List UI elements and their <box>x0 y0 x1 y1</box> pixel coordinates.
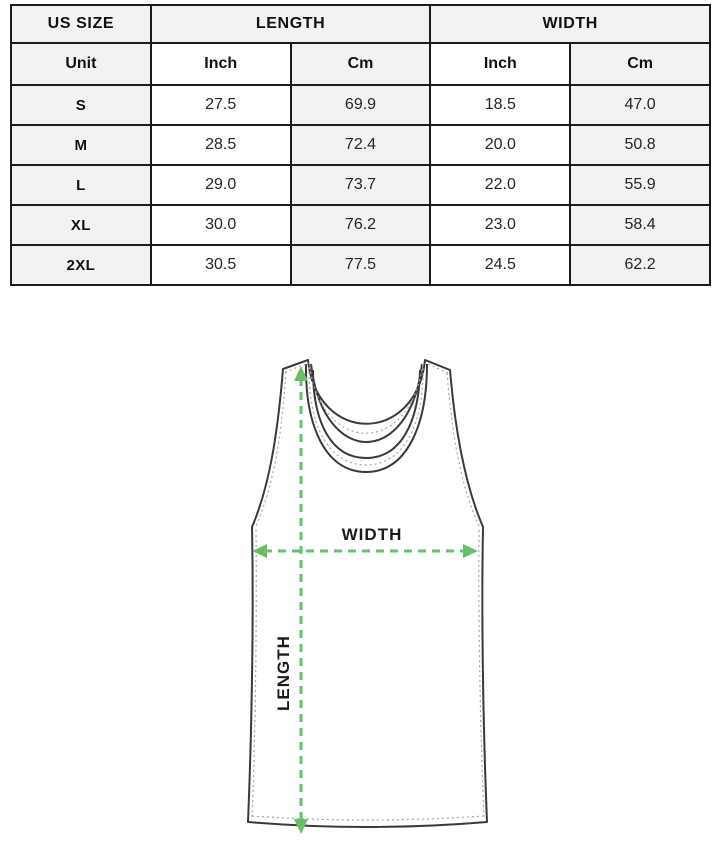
width-inch-value: 22.0 <box>430 165 570 205</box>
length-cm-header: Cm <box>291 43 431 85</box>
width-measure-label: WIDTH <box>341 525 403 544</box>
length-measure-label: LENGTH <box>274 635 293 711</box>
length-inch-value: 28.5 <box>151 125 291 165</box>
length-cm-value: 73.7 <box>291 165 431 205</box>
width-cm-value: 55.9 <box>570 165 710 205</box>
length-inch-value: 30.0 <box>151 205 291 245</box>
length-inch-value: 29.0 <box>151 165 291 205</box>
length-cm-value: 69.9 <box>291 85 431 125</box>
table-row <box>11 205 710 245</box>
width-cm-value: 47.0 <box>570 85 710 125</box>
length-cm-value: 76.2 <box>291 205 431 245</box>
size-chart-table <box>10 4 711 286</box>
width-inch-value: 23.0 <box>430 205 570 245</box>
size-label: S <box>11 85 151 125</box>
width-cm-value: 50.8 <box>570 125 710 165</box>
length-inch-value: 30.5 <box>151 245 291 285</box>
size-label: M <box>11 125 151 165</box>
table-row <box>11 245 710 285</box>
width-cm-header: Cm <box>570 43 710 85</box>
tank-top-diagram <box>225 330 495 841</box>
col-header-us-size: US SIZE <box>11 5 151 43</box>
length-inch-header: Inch <box>151 43 291 85</box>
col-header-width: WIDTH <box>430 5 710 43</box>
width-inch-value: 20.0 <box>430 125 570 165</box>
table-row <box>11 125 710 165</box>
width-cm-value: 62.2 <box>570 245 710 285</box>
table-header-row <box>11 5 710 43</box>
table-unit-row <box>11 43 710 85</box>
length-cm-value: 77.5 <box>291 245 431 285</box>
width-cm-value: 58.4 <box>570 205 710 245</box>
tank-top-outline <box>248 360 487 827</box>
width-inch-value: 24.5 <box>430 245 570 285</box>
width-inch-value: 18.5 <box>430 85 570 125</box>
unit-label: Unit <box>11 43 151 85</box>
table-row <box>11 165 710 205</box>
size-label: 2XL <box>11 245 151 285</box>
length-cm-value: 72.4 <box>291 125 431 165</box>
length-inch-value: 27.5 <box>151 85 291 125</box>
table-row <box>11 85 710 125</box>
width-inch-header: Inch <box>430 43 570 85</box>
size-label: L <box>11 165 151 205</box>
col-header-length: LENGTH <box>151 5 431 43</box>
size-label: XL <box>11 205 151 245</box>
